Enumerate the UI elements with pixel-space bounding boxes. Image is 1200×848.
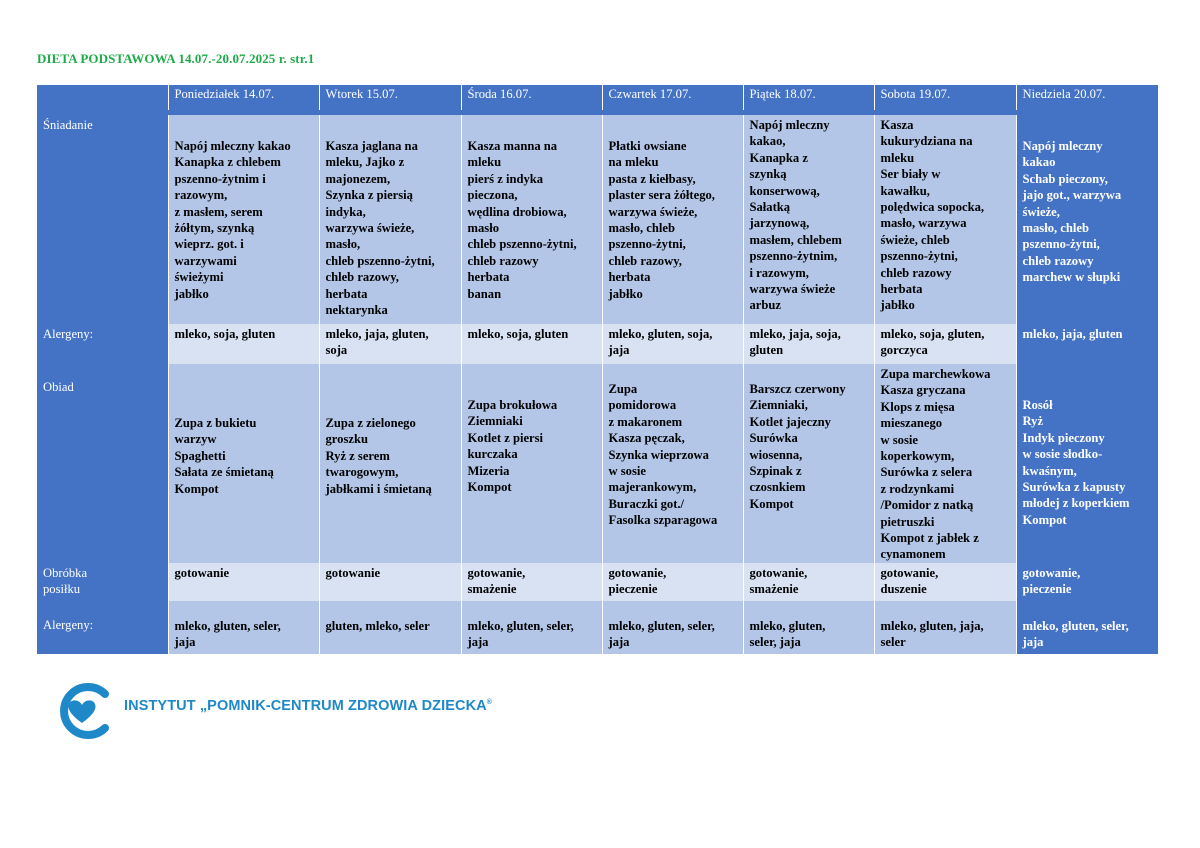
menu-line: Zupa z zielonego xyxy=(325,416,416,430)
menu-cell xyxy=(874,115,1016,324)
menu-line: pieczenie xyxy=(608,582,658,597)
row-label-text: posiłku xyxy=(43,582,81,597)
row-alergeny-sniadanie xyxy=(37,324,1158,364)
day-header: Piątek 18.07. xyxy=(743,85,874,110)
menu-cell xyxy=(168,115,319,324)
day-header: Sobota 19.07. xyxy=(874,85,1016,110)
row-label xyxy=(37,601,168,654)
menu-line: Spaghetti xyxy=(174,448,226,463)
row-alergeny-obiad xyxy=(37,601,1158,654)
menu-line: mleko, gluten, xyxy=(749,618,826,633)
menu-line: Surówka z selera xyxy=(880,465,973,480)
menu-line: Kasza jaglana na xyxy=(325,139,418,153)
menu-line: herbata xyxy=(880,282,923,297)
menu-line: pieczona, xyxy=(467,188,518,203)
menu-line: pszenno-żytni, xyxy=(608,237,686,252)
menu-line: Ryż xyxy=(1022,414,1044,429)
menu-line: pszenno-żytnim, xyxy=(749,249,838,264)
day-header: Poniedziałek 14.07. xyxy=(168,85,319,110)
menu-line: wieprz. got. i xyxy=(174,237,244,252)
menu-line: Kompot xyxy=(749,496,794,511)
menu-line: Kanapka z xyxy=(749,150,808,165)
menu-line: jabłko xyxy=(880,298,915,313)
menu-line: masło xyxy=(467,221,499,236)
menu-line: warzywa świeże, xyxy=(608,204,698,219)
menu-cell xyxy=(874,563,1016,601)
row-label-text: Obróbka xyxy=(43,565,88,580)
menu-line: smażenie xyxy=(749,582,799,597)
menu-line: świeże, chleb xyxy=(880,232,950,247)
menu-line: chleb razowy, xyxy=(608,253,682,268)
menu-line: z masłem, serem xyxy=(174,204,263,219)
menu-line: pszenno-żytnim i xyxy=(174,171,266,186)
menu-line: Indyk pieczony xyxy=(1022,430,1105,445)
institute-name-prefix: INSTYTUT xyxy=(124,698,196,714)
menu-line: Kasza pęczak, xyxy=(608,431,685,446)
menu-line: duszenie xyxy=(880,582,927,597)
row-obrobka xyxy=(37,563,1158,601)
menu-line: pszenno-żytni, xyxy=(880,249,958,264)
menu-line: herbata xyxy=(608,270,651,285)
day-header: Wtorek 15.07. xyxy=(319,85,461,110)
menu-line: w sosie xyxy=(880,432,918,447)
menu-line: konserwową, xyxy=(749,183,820,198)
menu-line: Szpinak z xyxy=(749,464,802,479)
row-sniadanie xyxy=(37,115,1158,324)
menu-cell xyxy=(874,601,1016,654)
menu-line: chleb pszenno-żytni, xyxy=(325,253,435,268)
menu-line: mleko, gluten, seler, xyxy=(1022,618,1129,633)
menu-line: Kotlet z piersi xyxy=(467,430,544,445)
menu-line: warzywa świeże, xyxy=(325,221,415,236)
menu-line: jaja xyxy=(1022,635,1044,650)
menu-line: masłem, chlebem xyxy=(749,232,842,247)
menu-line: mleko, jaja, soja, xyxy=(749,327,841,341)
menu-line: wiosenna, xyxy=(749,447,803,462)
menu-line: Ser biały w xyxy=(880,167,941,182)
menu-line: Surówka z kapusty xyxy=(1022,480,1126,495)
menu-line: Fasolka szparagowa xyxy=(608,513,718,528)
menu-line: gotowanie, xyxy=(880,565,939,580)
menu-line: w sosie xyxy=(608,464,646,479)
menu-line: cynamonem xyxy=(880,547,946,562)
menu-line: kukurydziana na xyxy=(880,134,973,149)
menu-line: pietruszki xyxy=(880,514,935,529)
menu-line: kwaśnym, xyxy=(1022,463,1077,478)
menu-line: /Pomidor z natką xyxy=(880,498,974,513)
diet-menu-table xyxy=(37,85,1158,654)
menu-line: gotowanie, xyxy=(608,565,667,580)
menu-line: Surówka xyxy=(749,431,798,446)
menu-line: Kompot xyxy=(467,480,512,495)
row-label-text: Śniadanie xyxy=(43,118,93,132)
row-label-text: Alergeny: xyxy=(43,617,94,632)
menu-cell xyxy=(743,364,874,563)
menu-cell xyxy=(1016,563,1158,601)
menu-line: jaja xyxy=(467,635,489,650)
menu-line: młodej z koperkiem xyxy=(1022,496,1130,511)
menu-line: Szynka wieprzowa xyxy=(608,447,709,462)
menu-line: Kotlet jajeczny xyxy=(749,414,831,429)
menu-line: kawałku, xyxy=(880,183,930,198)
menu-line: czosnkiem xyxy=(749,480,806,495)
header-row xyxy=(37,85,1158,110)
menu-line: mleko, gluten, seler, xyxy=(467,618,574,633)
menu-cell xyxy=(743,563,874,601)
menu-line: w sosie słodko- xyxy=(1022,447,1103,462)
menu-line: pomidorowa xyxy=(608,398,677,413)
menu-line: jabłkami i śmietaną xyxy=(325,481,432,496)
menu-line: masło, chleb xyxy=(608,221,675,236)
menu-line: mleku, Jajko z xyxy=(325,155,405,170)
menu-line: Kompot xyxy=(1022,512,1067,527)
menu-line: mleko, soja, gluten, xyxy=(880,327,985,341)
menu-cell xyxy=(168,601,319,654)
menu-cell xyxy=(602,601,743,654)
menu-line: mleko, soja, gluten xyxy=(467,327,569,341)
menu-line: pieczenie xyxy=(1022,582,1072,597)
menu-line: szynką xyxy=(749,167,787,182)
menu-cell xyxy=(743,115,874,324)
menu-cell xyxy=(319,324,461,364)
menu-line: gotowanie, xyxy=(749,565,808,580)
header-corner xyxy=(37,85,168,110)
menu-line: Sałatką xyxy=(749,200,791,215)
menu-line: Kompot xyxy=(174,481,219,496)
menu-line: groszku xyxy=(325,432,368,447)
menu-cell xyxy=(1016,364,1158,563)
menu-cell xyxy=(461,601,602,654)
institute-name-main: „POMNIK-CENTRUM ZDROWIA DZIECKA xyxy=(199,698,487,714)
menu-line: majerankowym, xyxy=(608,480,697,495)
menu-line: mleko, soja, gluten xyxy=(174,327,276,341)
menu-cell xyxy=(461,324,602,364)
menu-line: chleb razowy xyxy=(880,265,952,280)
menu-cell xyxy=(1016,324,1158,364)
menu-line: kakao, xyxy=(749,134,786,149)
menu-line: masło, chleb xyxy=(1022,221,1089,236)
menu-line: pszenno-żytni, xyxy=(1022,237,1100,252)
menu-line: chleb pszenno-żytni, xyxy=(467,237,577,252)
menu-line: chleb razowy xyxy=(1022,253,1094,268)
menu-cell xyxy=(874,364,1016,563)
menu-line: jaja xyxy=(174,635,196,650)
row-obiad xyxy=(37,364,1158,563)
menu-line: Ziemniaki, xyxy=(749,398,808,413)
menu-line: Napój mleczny kakao xyxy=(174,139,291,153)
menu-line: wędlina drobiowa, xyxy=(467,204,567,219)
row-label xyxy=(37,364,168,563)
menu-line: warzyw xyxy=(174,432,217,447)
menu-line: mieszanego xyxy=(880,416,943,431)
menu-line: seler, jaja xyxy=(749,635,801,650)
day-header: Środa 16.07. xyxy=(461,85,602,110)
menu-line: Schab pieczony, xyxy=(1022,171,1108,186)
menu-line: koperkowym, xyxy=(880,449,955,464)
menu-line: marchew w słupki xyxy=(1022,270,1121,285)
menu-line: mleku xyxy=(880,150,915,165)
day-header: Niedziela 20.07. xyxy=(1016,85,1158,110)
row-label-text: Alergeny: xyxy=(43,327,94,341)
menu-line: seler xyxy=(880,635,906,650)
menu-cell xyxy=(1016,115,1158,324)
menu-line: polędwica sopocka, xyxy=(880,200,985,215)
menu-line: warzywa świeże xyxy=(749,282,836,297)
menu-line: gotowanie xyxy=(325,565,381,580)
menu-line: herbata xyxy=(467,270,510,285)
menu-line: jaja xyxy=(608,635,630,650)
menu-line: Zupa z bukietu xyxy=(174,416,257,430)
menu-cell xyxy=(319,364,461,563)
menu-line: Napój mleczny xyxy=(1022,139,1103,153)
menu-line: gotowanie xyxy=(174,565,230,580)
menu-line: jaja xyxy=(608,343,630,358)
menu-line: kakao xyxy=(1022,155,1056,170)
menu-cell xyxy=(743,324,874,364)
menu-line: Kompot z jabłek z xyxy=(880,531,979,546)
menu-line: Kanapka z chlebem xyxy=(174,155,281,170)
row-label xyxy=(37,324,168,364)
menu-line: Kasza gryczana xyxy=(880,383,966,398)
menu-line: Barszcz czerwony xyxy=(749,382,846,396)
menu-line: gluten xyxy=(749,343,784,358)
row-label xyxy=(37,563,168,601)
menu-line: gluten, mleko, seler xyxy=(325,618,430,633)
menu-line: pasta z kiełbasy, xyxy=(608,171,696,186)
menu-line: Buraczki got./ xyxy=(608,496,685,511)
menu-line: mleko, gluten, seler, xyxy=(608,618,715,633)
menu-line: świeże, xyxy=(1022,204,1060,219)
menu-cell xyxy=(602,364,743,563)
menu-line: kurczaka xyxy=(467,447,518,462)
day-header: Czwartek 17.07. xyxy=(602,85,743,110)
menu-cell xyxy=(602,324,743,364)
menu-line: mleko, jaja, gluten xyxy=(1022,327,1123,341)
menu-line: żółtym, szynką xyxy=(174,221,255,236)
menu-line: i razowym, xyxy=(749,265,809,280)
menu-line: jajo got., warzywa xyxy=(1022,188,1122,203)
menu-line: warzywami xyxy=(174,253,237,268)
menu-line: Płatki owsiane xyxy=(608,139,687,153)
menu-line: masło, warzywa xyxy=(880,216,967,231)
menu-line: mleko, gluten, seler, xyxy=(174,618,281,633)
menu-cell xyxy=(1016,601,1158,654)
menu-cell xyxy=(602,115,743,324)
menu-cell xyxy=(319,563,461,601)
menu-cell xyxy=(461,563,602,601)
menu-line: indyka, xyxy=(325,204,366,219)
menu-line: z rodzynkami xyxy=(880,481,955,496)
menu-line: mleku xyxy=(467,155,502,170)
menu-line: jarzynową, xyxy=(749,216,810,231)
menu-line: Mizeria xyxy=(467,463,510,478)
trademark-symbol: ® xyxy=(486,699,492,707)
menu-line: twarogowym, xyxy=(325,465,399,480)
menu-cell xyxy=(743,601,874,654)
menu-line: gotowanie, xyxy=(467,565,526,580)
menu-cell xyxy=(874,324,1016,364)
row-label-text: Obiad xyxy=(43,380,74,394)
menu-line: na mleku xyxy=(608,155,659,170)
menu-line: Ziemniaki xyxy=(467,414,523,429)
menu-line: gotowanie, xyxy=(1022,565,1081,580)
menu-line: Zupa xyxy=(608,382,638,396)
menu-line: Sałata ze śmietaną xyxy=(174,465,274,480)
menu-line: mleko, jaja, gluten, xyxy=(325,327,429,341)
menu-line: Ryż z serem xyxy=(325,448,390,463)
menu-line: arbuz xyxy=(749,298,781,313)
menu-cell xyxy=(319,601,461,654)
menu-cell xyxy=(461,115,602,324)
menu-line: jabłko xyxy=(174,286,209,301)
menu-line: świeżymi xyxy=(174,270,224,285)
menu-line: Kasza manna na xyxy=(467,139,558,153)
menu-line: pierś z indyka xyxy=(467,171,544,186)
menu-line: gorczyca xyxy=(880,343,928,358)
row-label xyxy=(37,115,168,324)
menu-line: z makaronem xyxy=(608,414,683,429)
menu-line: Zupa brokułowa xyxy=(467,398,558,412)
menu-line: Napój mleczny xyxy=(749,118,830,132)
menu-line: Szynka z piersią xyxy=(325,188,413,203)
menu-line: masło, xyxy=(325,237,361,252)
document-title: DIETA PODSTAWOWA 14.07.-20.07.2025 r. str.1 xyxy=(37,51,315,66)
menu-line: razowym, xyxy=(174,188,228,203)
menu-line: nektarynka xyxy=(325,303,388,318)
menu-line: Klops z mięsa xyxy=(880,399,955,414)
menu-line: herbata xyxy=(325,286,368,301)
menu-line: banan xyxy=(467,286,502,301)
menu-cell xyxy=(319,115,461,324)
menu-cell xyxy=(168,563,319,601)
menu-line: chleb razowy xyxy=(467,253,539,268)
menu-line: Rosół xyxy=(1022,398,1053,412)
menu-line: mleko, gluten, jaja, xyxy=(880,618,984,633)
menu-line: Kasza xyxy=(880,118,914,132)
menu-line: majonezem, xyxy=(325,171,391,186)
menu-cell xyxy=(168,364,319,563)
heart-c-logo-icon xyxy=(46,683,118,739)
menu-line: soja xyxy=(325,343,348,358)
menu-cell xyxy=(461,364,602,563)
menu-line: plaster sera żółtego, xyxy=(608,188,715,203)
menu-cell xyxy=(602,563,743,601)
institute-name xyxy=(124,698,492,714)
menu-cell xyxy=(168,324,319,364)
menu-line: chleb razowy, xyxy=(325,270,399,285)
menu-line: mleko, gluten, soja, xyxy=(608,327,713,341)
menu-line: jabłko xyxy=(608,286,643,301)
menu-line: smażenie xyxy=(467,582,517,597)
menu-line: Zupa marchewkowa xyxy=(880,367,991,381)
